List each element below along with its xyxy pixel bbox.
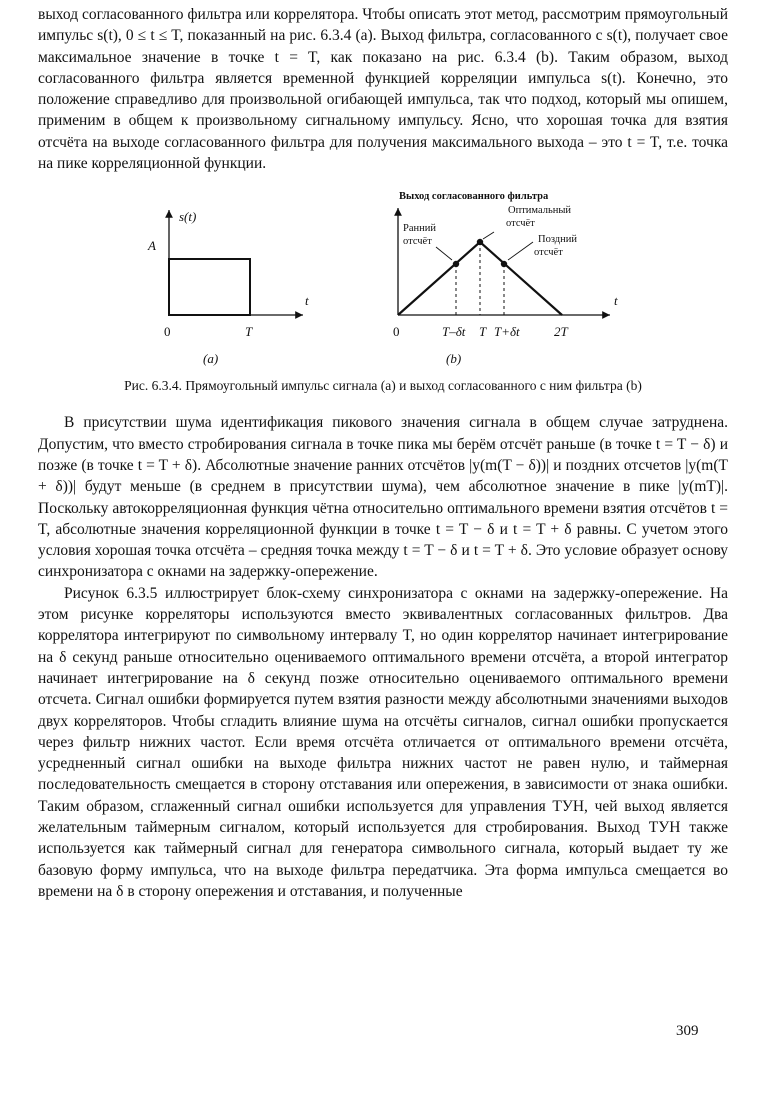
pointer-opt (483, 232, 494, 239)
label-early-2: отсчёт (403, 236, 432, 248)
point-early (453, 261, 459, 267)
paragraph-2: В присутствии шума идентификация пикового значения сигнала в общем случае затруднена. Допустим, что вместо стробирования сигнала в точке пика мы берём отсчёт раньше (в точке t = T − δ) и позже (в точке t = T + δ). Абсолютные значение ранних отсчётов |y(m(T − δ))| и поздних отсчетов |y(m(T + δ))| будут меньше (в среднем в присутствии шума), чем абсолютное значение в пике |y(mT)|. Поскольку автокорреляционная функция чётна относительно оптимального времени взятия отсчётов t = T, абсолютные значения корреляционной функции в точке t = T − δ и t = T + δ равны. С учетом этого условия хорошая точка отсчёта – средняя точка между t = T − δ и t = T + δ. Это условие образует основу синхронизатора с окнами на задержку-опережение. (38, 414, 728, 581)
tick-0-b: 0 (393, 324, 400, 340)
label-A: A (148, 238, 156, 254)
point-late (501, 261, 507, 267)
label-t-a: t (305, 293, 309, 309)
label-t-b: t (614, 293, 618, 309)
figure-svg (38, 180, 728, 398)
label-early-1: Ранний (403, 223, 436, 235)
label-late-2: отсчёт (534, 247, 563, 259)
label-opt-1: Оптимальный (508, 205, 572, 217)
diagram-a (147, 209, 309, 366)
label-late-1: Поздний (538, 234, 577, 246)
page-content (38, 4, 728, 902)
tick-Tm-b: T–δt (442, 324, 466, 340)
figure-caption: Рис. 6.3.4. Прямоугольный импульс сигнала (a) и выход согласованного с ним фильтра (b) (124, 378, 642, 394)
label-st: s(t) (179, 209, 197, 225)
figure-6-3-4 (38, 180, 728, 398)
subcaption-b: (b) (446, 351, 462, 367)
diagram-b (393, 191, 618, 366)
paragraph-1: выход согласованного фильтра или коррелятора. Чтобы описать этот метод, рассмотрим прямоугольный импульс s(t), 0 ≤ t ≤ T, показанный на рис. 6.3.4 (a). Выход фильтра, согласованного с s(t), получает свое максимальное значение в точке t = T, как показано на рис. 6.3.4 (b). Таким образом, выход согласованного фильтра является временной функцией корреляции импульса s(t). Конечно, это положение справедливо для произвольной огибающей импульса, так что подход, который мы опишем, применим в общем к произвольному сигнальному импульсу. Ясно, что хорошая точка для взятия отсчёта на выходе согласованного фильтра для получения максимального выхода – это t = T, т.е. точка на пике корреляционной функции. (38, 6, 728, 173)
page-number: 309 (676, 1023, 699, 1039)
tick-2T-b: 2T (554, 324, 568, 340)
tick-0-a: 0 (164, 324, 171, 340)
title-b: Выход согласованного фильтра (399, 191, 549, 203)
rect-pulse (169, 259, 250, 315)
tick-Tp-b: T+δt (494, 324, 520, 340)
subcaption-a: (a) (203, 351, 219, 367)
tick-T-b: T (479, 324, 487, 340)
label-opt-2: отсчёт (506, 218, 535, 230)
point-opt (477, 239, 483, 245)
pointer-early (436, 247, 452, 260)
paragraph-3: Рисунок 6.3.5 иллюстрирует блок-схему синхронизатора с окнами на задержку-опережение. На этом рисунке корреляторы используются вместо эквивалентных согласованных фильтров. Два коррелятора интегрируют по символьному интервалу T, но один коррелятор начинает интегрирование на δ секунд раньше относительно оцениваемого оптимального времени отсчёта, а второй интегратор начинает интегрирование на δ секунд позже относительно оцениваемого оптимального времени отсчета. Сигнал ошибки формируется путем взятия разности между абсолютными значениями выходов двух корреляторов. Чтобы сгладить влияние шума на отсчёты сигналов, сигнал ошибки пропускается через фильтр нижних частот. Если время отсчёта отличается от оптимального времени отсчёта, усредненный сигнал ошибки на выходе фильтра нижних частот не равен нулю, и таймерная последовательность смещается в сторону отставания или опережения, в зависимости от знака ошибки. Таким образом, сглаженный сигнал ошибки используется для управления ТУН, чей выход является желательным таймерным сигналом, который используется для стробирования. Выход ТУН также используется как таймерный сигнал для генератора символьного сигнала, который выдает ту же базовую форму импульса, что на выходе фильтра передатчика. Эта форма импульса смещается во времени на δ в сторону опережения и отставания, и полученные (38, 584, 728, 900)
tick-T-a: T (245, 324, 253, 340)
pointer-late (508, 242, 533, 260)
